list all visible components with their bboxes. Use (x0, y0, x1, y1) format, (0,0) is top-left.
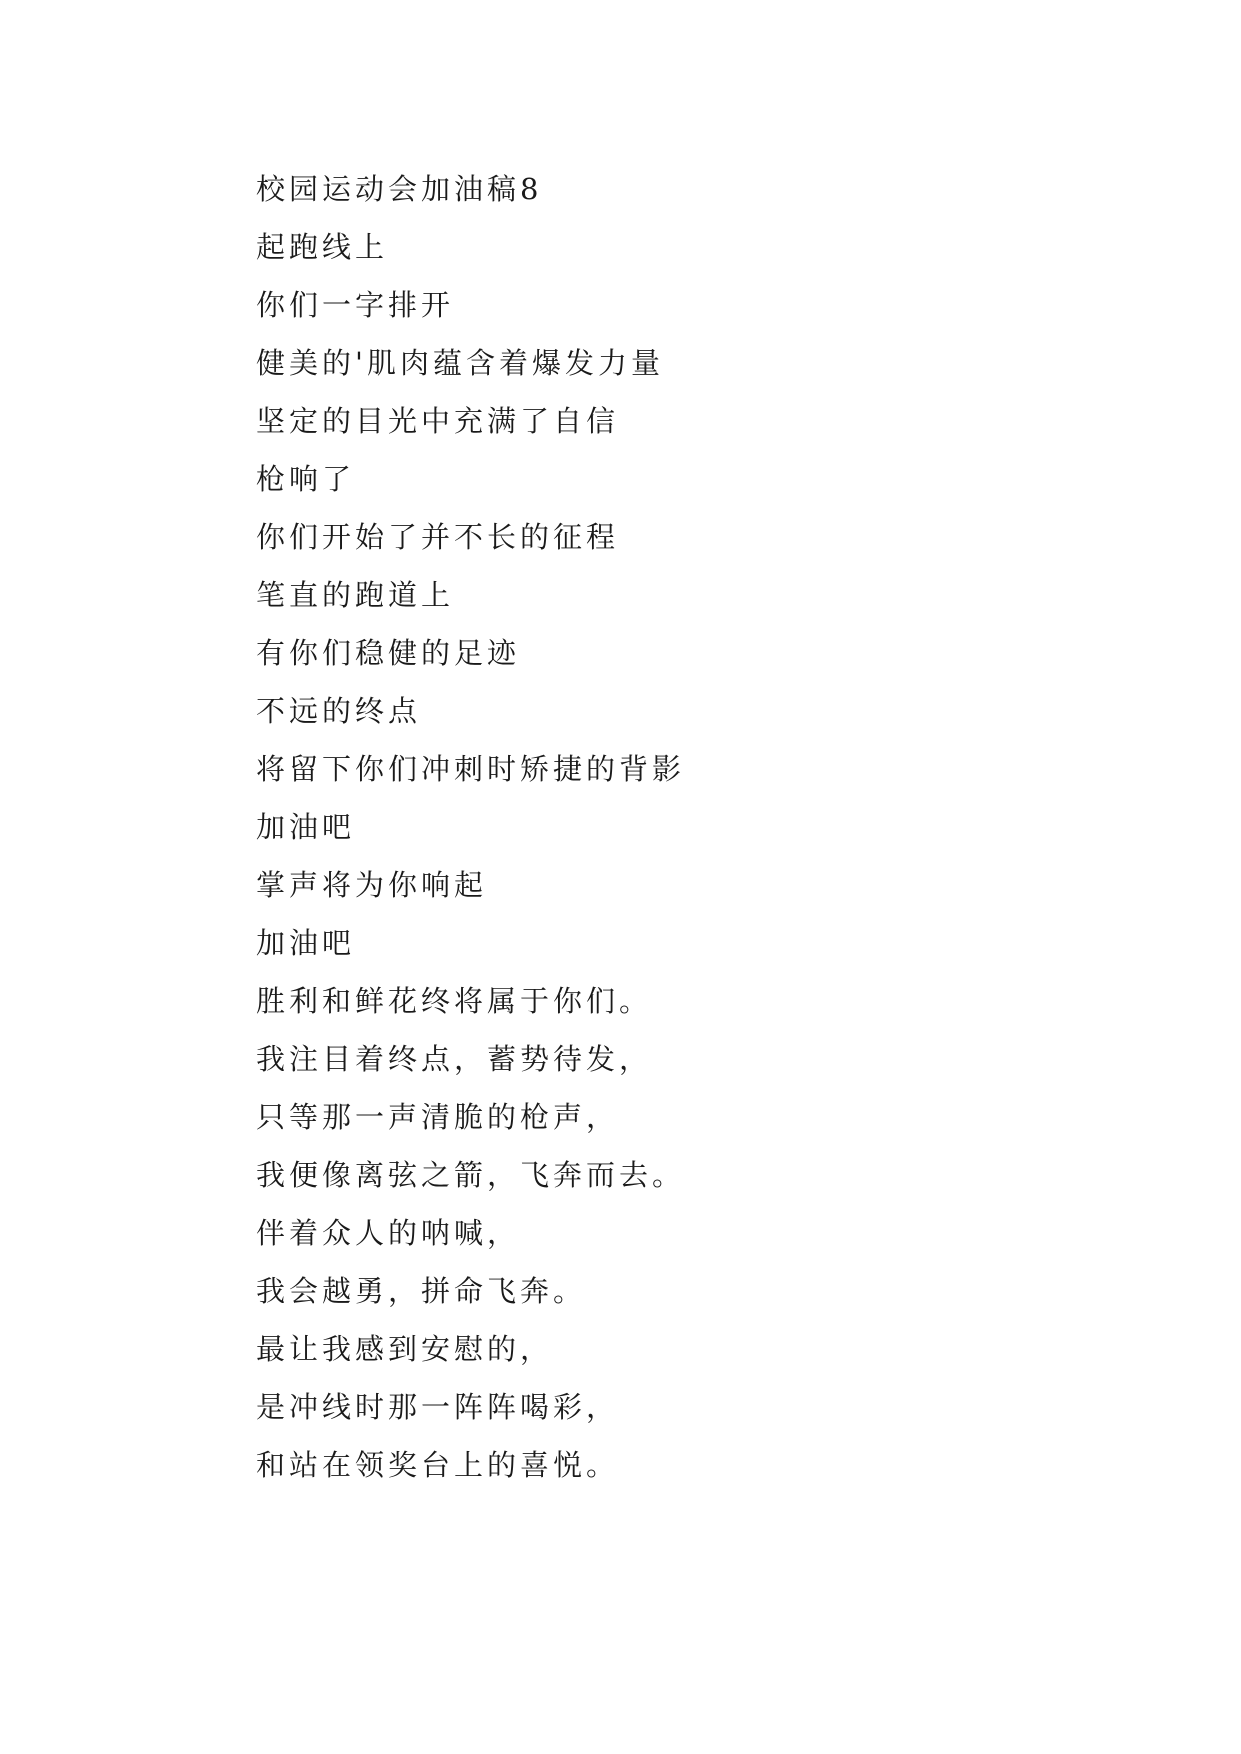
text-line: 加油吧 (256, 926, 356, 960)
text-line: 和站在领奖台上的喜悦。 (256, 1448, 620, 1482)
text-line: 我注目着终点，蓄势待发， (256, 1042, 653, 1076)
text-line: 起跑线上 (256, 230, 389, 264)
text-line: 伴着众人的呐喊， (256, 1216, 521, 1250)
text-line: 加油吧 (256, 810, 356, 844)
document-title: 校园运动会加油稿8 (256, 172, 543, 206)
text-line: 胜利和鲜花终将属于你们。 (256, 984, 653, 1018)
text-line: 我会越勇，拼命飞奔。 (256, 1274, 587, 1308)
text-line: 笔直的跑道上 (256, 578, 455, 612)
text-line: 只等那一声清脆的枪声， (256, 1100, 620, 1134)
text-line: 是冲线时那一阵阵喝彩， (256, 1390, 620, 1424)
text-line: 最让我感到安慰的， (256, 1332, 554, 1366)
document-body (256, 160, 1156, 1494)
text-line: 掌声将为你响起 (256, 868, 488, 902)
text-line: 健美的'肌肉蕴含着爆发力量 (256, 346, 664, 380)
text-line: 有你们稳健的足迹 (256, 636, 521, 670)
text-line: 你们一字排开 (256, 288, 455, 322)
text-line: 我便像离弦之箭，飞奔而去。 (256, 1158, 686, 1192)
text-line: 不远的终点 (256, 694, 422, 728)
text-line: 将留下你们冲刺时矫捷的背影 (256, 752, 686, 786)
text-line: 枪响了 (256, 462, 356, 496)
text-line: 你们开始了并不长的征程 (256, 520, 620, 554)
text-line: 坚定的目光中充满了自信 (256, 404, 620, 438)
